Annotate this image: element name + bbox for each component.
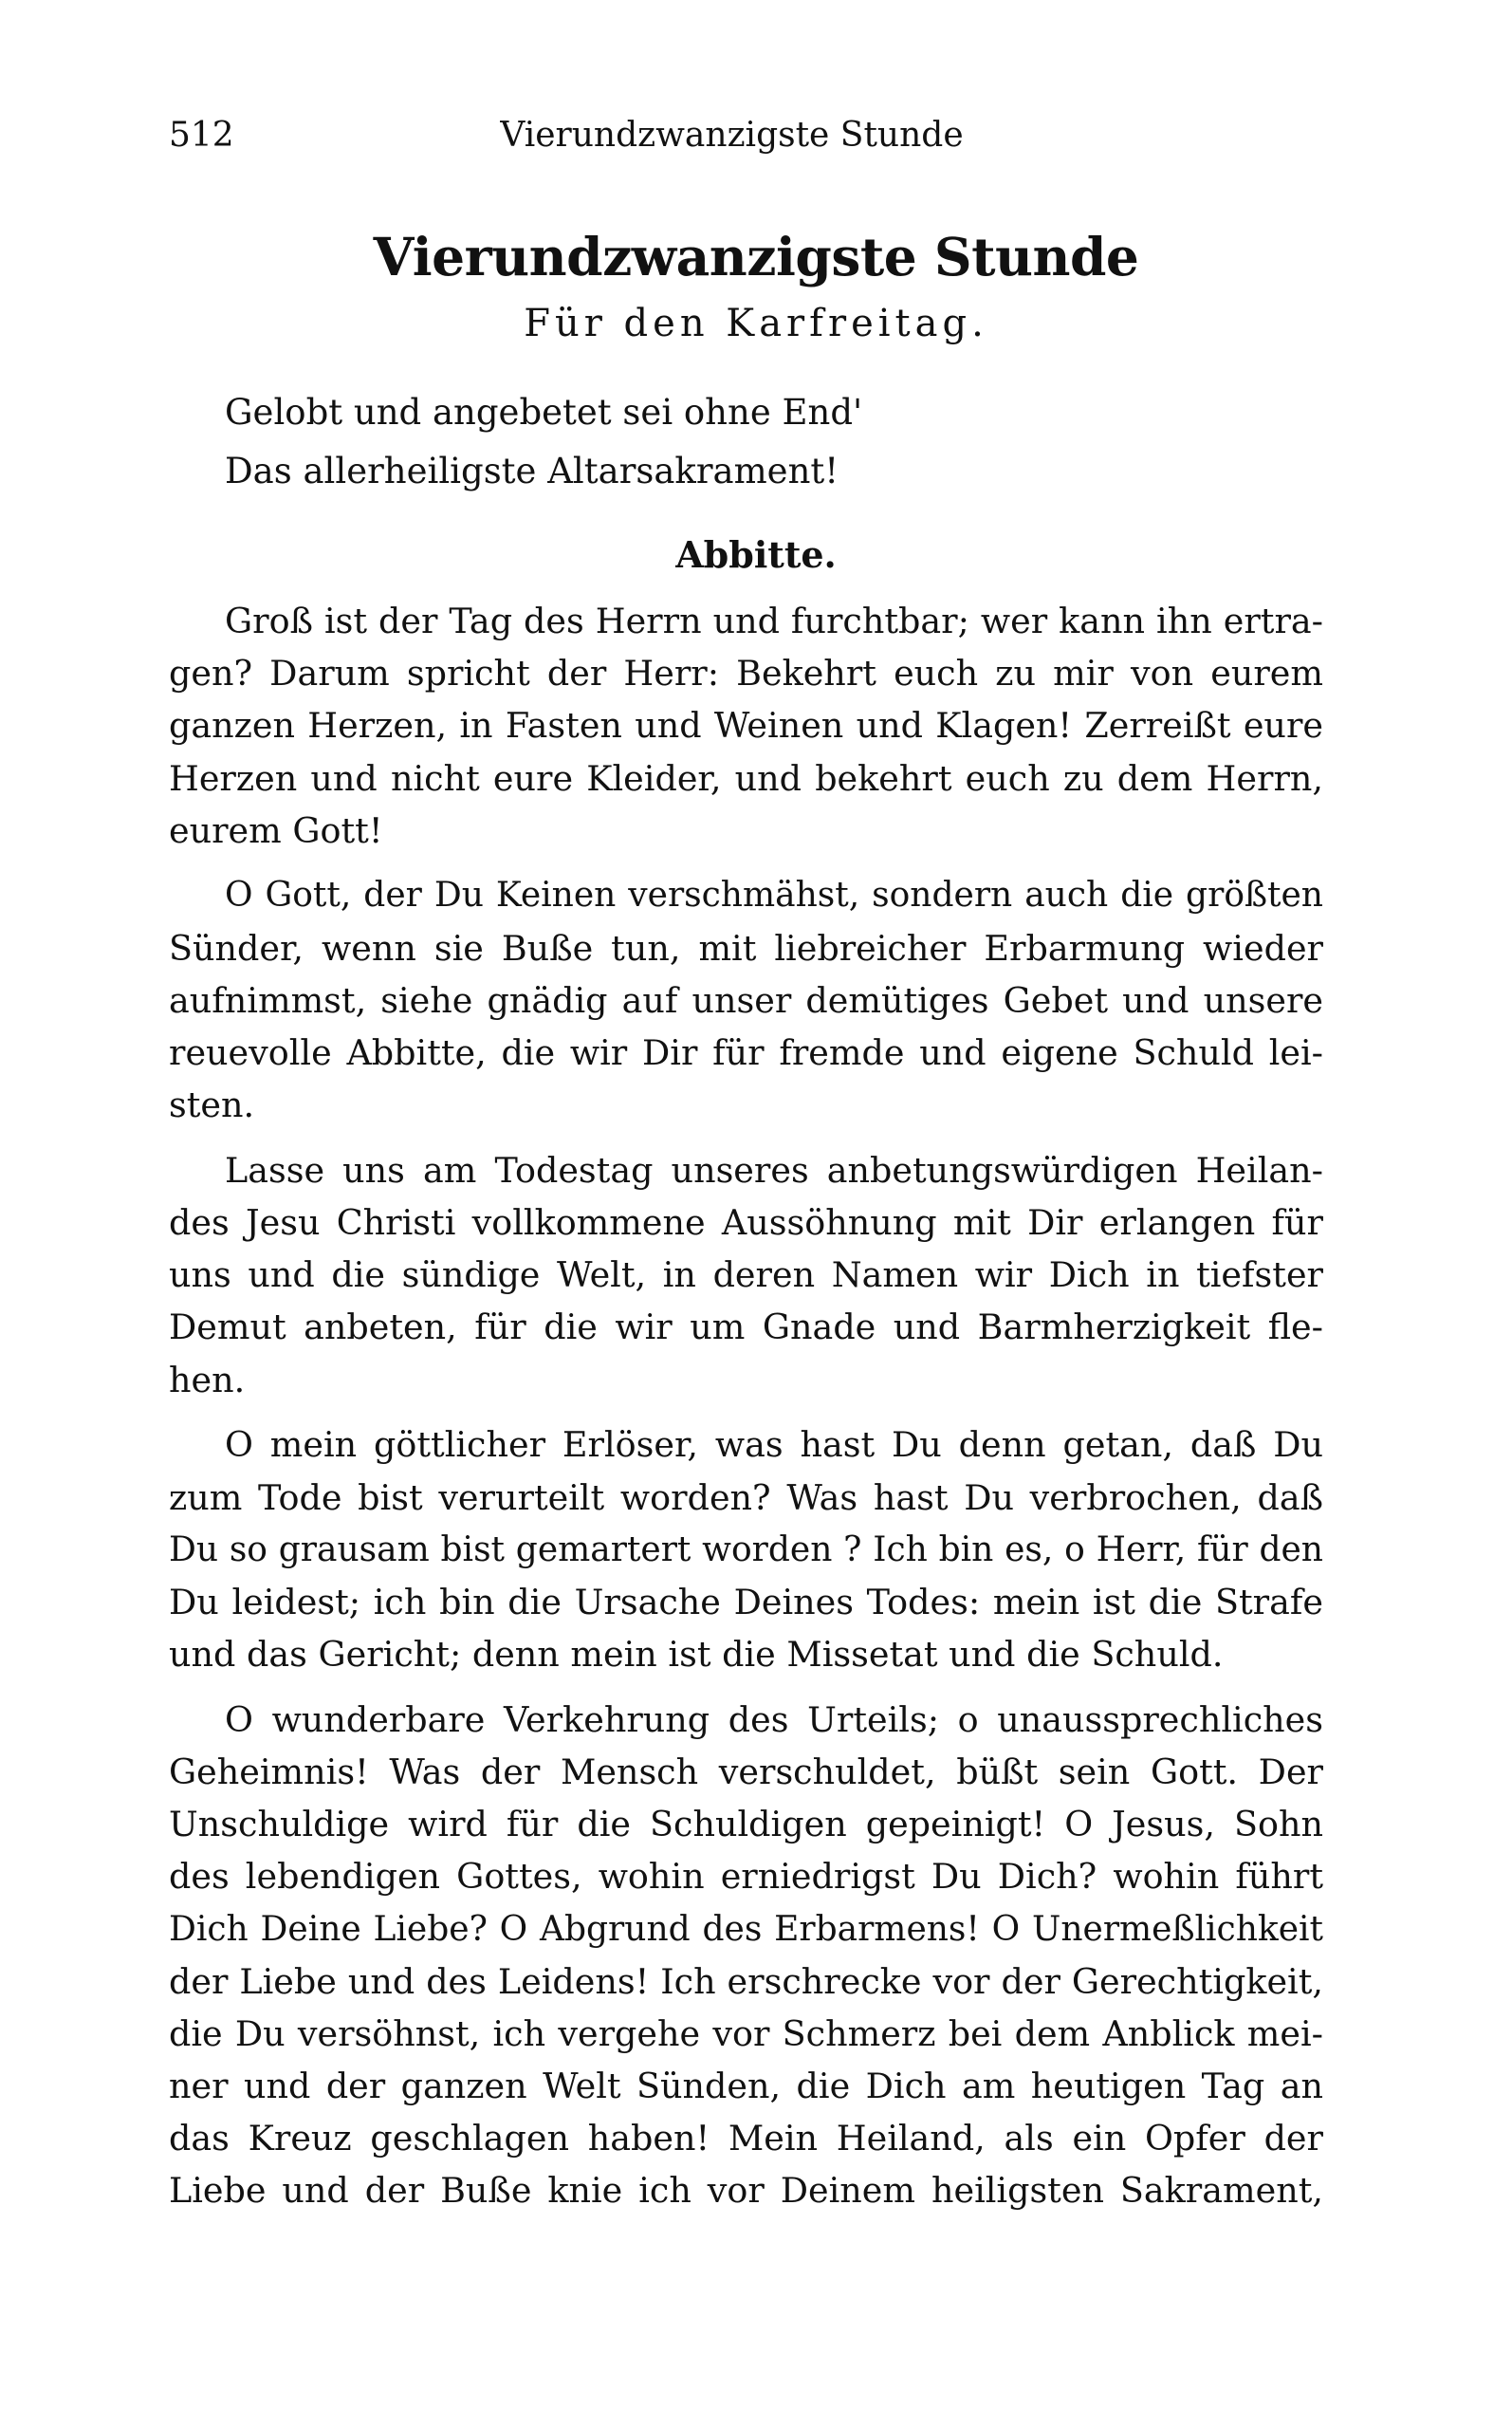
invocation-line: Das allerheiligste Altarsakrament!	[225, 451, 839, 491]
text-line: Unschuldige wird für die Schuldigen gepeinigt! O Jesus, Sohn	[169, 1804, 1323, 1845]
text-line: O Gott, der Du Keinen verschmähst, sondern auch die größten	[225, 876, 1323, 916]
text-line: zum Tode bist verurteilt worden? Was hast Du verbrochen, daß	[169, 1476, 1323, 1518]
paragraph	[169, 1418, 1323, 1680]
text-line: und das Gericht; denn mein ist die Missetat und die Schuld.	[169, 1634, 1224, 1676]
text-line: O wunderbare Verkehrung des Urteils; o unaussprechliches	[225, 1698, 1323, 1740]
text-line: der Liebe und des Leidens! Ich erschrecke vor der Gerechtigkeit,	[169, 1960, 1323, 2002]
text-line: Du so grausam bist gemartert worden ? Ich bin es, o Herr, für den	[169, 1529, 1323, 1569]
text-line: des lebendigen Gottes, wohin erniedrigst Du Dich? wohin führt	[169, 1856, 1323, 1898]
text-line: Herzen und nicht eure Kleider, und bekehrt euch zu dem Herrn,	[169, 757, 1323, 799]
invocation-verse	[225, 383, 862, 501]
section-heading: Abbitte.	[675, 533, 837, 576]
chapter-subtitle: Für den Karfreitag.	[524, 302, 988, 345]
text-line: O mein göttlicher Erlöser, was hast Du denn getan, daß Du	[225, 1424, 1323, 1466]
page-number: 512	[169, 116, 234, 155]
text-line: die Du versöhnst, ich vergehe vor Schmerz bei dem Anblick mei-	[169, 2012, 1323, 2054]
text-line: sten.	[169, 1084, 255, 1126]
text-line: ner und der ganzen Welt Sünden, die Dich am heutigen Tag an	[169, 2066, 1323, 2107]
chapter-title: Vierundzwanzigste Stunde	[373, 226, 1139, 287]
paragraph	[169, 595, 1323, 857]
text-line: Sünder, wenn sie Buße tun, mit liebreicher Erbarmung wieder	[169, 927, 1323, 969]
running-header	[169, 114, 1323, 158]
text-line: hen.	[169, 1359, 246, 1400]
text-line: uns und die sündige Welt, in deren Namen wir Dich in tiefster	[169, 1254, 1323, 1296]
paragraph	[169, 1144, 1323, 1406]
text-line: eurem Gott!	[169, 809, 383, 851]
text-line: aufnimmst, siehe gnädig auf unser demütiges Gebet und unsere	[169, 979, 1323, 1021]
text-line: Liebe und der Buße knie ich vor Deinem heiligsten Sakrament,	[169, 2170, 1323, 2212]
text-line: gen? Darum spricht der Herr: Bekehrt euch zu mir von eurem	[169, 653, 1323, 695]
text-line: reuevolle Abbitte, die wir Dir für fremde und eigene Schuld lei-	[169, 1032, 1323, 1073]
paragraph	[169, 1694, 1323, 2217]
text-line: ganzen Herzen, in Fasten und Weinen und Klagen! Zerreißt eure	[169, 705, 1323, 747]
text-line: das Kreuz geschlagen haben! Mein Heiland, als ein Opfer der	[169, 2118, 1323, 2159]
text-line: Demut anbeten, für die wir um Gnade und Barmherzigkeit fle-	[169, 1306, 1323, 1348]
text-line: Groß ist der Tag des Herrn und furchtbar; wer kann ihn ertra-	[225, 601, 1323, 641]
text-line: Lasse uns am Todestag unseres anbetungswürdigen Heilan-	[225, 1149, 1323, 1191]
text-line: Dich Deine Liebe? O Abgrund des Erbarmens! O Unermeßlichkeit	[169, 1909, 1323, 1949]
invocation-line: Gelobt und angebetet sei ohne End'	[225, 392, 863, 433]
body-text	[169, 595, 1323, 2230]
text-line: des Jesu Christi vollkommene Aussöhnung mit Dir erlangen für	[169, 1202, 1323, 1244]
paragraph	[169, 869, 1323, 1131]
running-title: Vierundzwanzigste Stunde	[500, 116, 964, 155]
text-line: Geheimnis! Was der Mensch verschuldet, büßt sein Gott. Der	[169, 1751, 1323, 1792]
text-line: Du leidest; ich bin die Ursache Deines Todes: mein ist die Strafe	[169, 1581, 1323, 1622]
